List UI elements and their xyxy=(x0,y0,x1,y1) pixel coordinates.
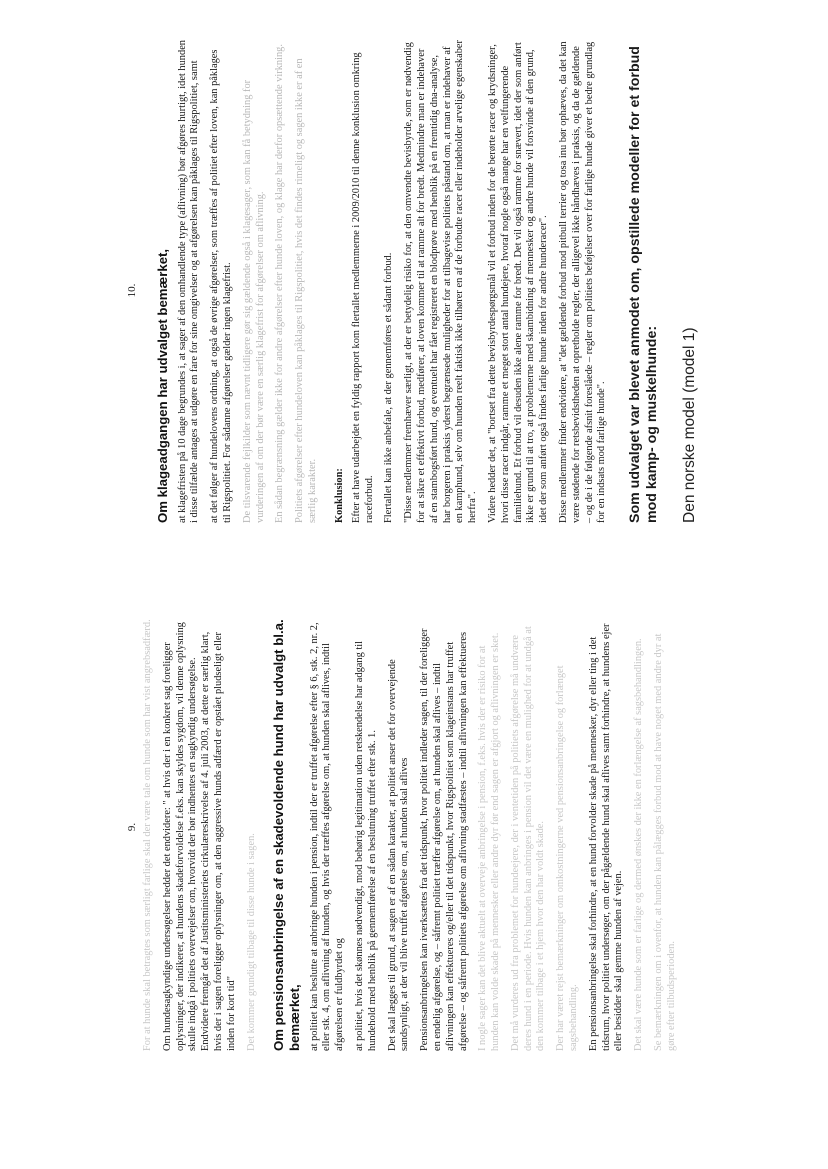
page-number: 10. xyxy=(126,283,138,298)
paragraph: Det skal lægges til grund, at sagen er af en sådan karakter, at politiet anser det for overvejende sandsynligt, at der vil blive truffet afgørelse om, at hunden skal aflives xyxy=(386,659,411,1051)
section-heading: Om klageadgangen har udvalget bemærket, xyxy=(155,248,170,523)
faded-paragraph: Se bemærkningen om i ovenfor, at hunden kan pålægges forbud mod at have noget med andre dyr at gøre efter tilbudsperioden. xyxy=(653,633,677,1051)
paragraph: at det følger af hundelovens ordning, at også de øvrige afgørelser, som træffes af politiet efter loven, kan påklages til Rigspolitiet. For sådanne afgørelser gælder ingen klagefrist. xyxy=(209,49,233,523)
paragraph: at politiet, hvis det skønnes nødvendigt, mod behørig legitimation uden retskendelse har adgang til hundehold med henblik på gennemførelse af en beslutning truffet efter stk. 1. xyxy=(353,640,378,1051)
conclusion-heading: Konklusion: xyxy=(333,468,345,523)
faded-paragraph: En sådan begrænsning gælder ikke for andre afgørelser efter hunde loven, og klage har derfor opsættende virkning. xyxy=(274,44,286,523)
paragraph: Disse medlemmer finder endvidere, at "det gældende forbud mod pitbull terrier og tosa inu bør ophæves, da det kan være stødende for retsbevidstheden at opretholde regler, der alligevel ikke håndhæves i praksis, og da de gældende – og de i de følgende afsnit foreslåede – regler om politiets beføjelser over for farlige hunde giver et bedre grundlag for en indsats mod farlige hunde". xyxy=(557,41,608,523)
page-9 xyxy=(0,585,828,1169)
page-number: 9. xyxy=(126,822,138,832)
faded-paragraph: For at hunde skal betragtes som særligt farlige skal der være tale om hunde som har vist angrebsadfærd. xyxy=(142,619,153,1051)
model-title: Den norske model (model 1) xyxy=(680,327,698,523)
paragraph: "Disse medlemmer fremhæver særligt, at der er betydelig risiko for, at den omvendte bevisbyrde, som er nødvendig for at sikre et effektivt forbud, medfører, at loven kommer til at ramme alt for bredt. Medmindre man er indehaver af en stambogsført hund, og eventuelt har fået registreret en blodprøve med henblik på en fremtidig dna-analyse, har borgeren i praksis yderst begrænsede muligheder for at tilbagevise politiets påstand om, at man er indehaver af en kamphund, selv om hunden reelt faktisk ikke tilhører en af de forbudte racer eller indeholder arvelige egenskaber herfra". xyxy=(403,40,479,523)
faded-paragraph: De tilsvarende fejlkilder som nævnt tidligere gør sig gældende også i klagesager, som kan få betydning for vurderingen af om der bør være en særlig klagefrist for afgørelser om aflivning. xyxy=(241,79,266,523)
faded-paragraph: I nogle sager kan det blive aktuelt at overveje anbringelse i pension, f.eks. hvis der er risiko for at hunden kan volde skade på mennesker eller andre dyr før end sagen er afgjort og aflivningen er sket. xyxy=(477,632,502,1051)
section-heading: Om pensionsanbringelse af en skadevoldende hund har udvalgt bl.a. bemærket, xyxy=(271,619,302,1051)
faded-paragraph: Det kommer grundigt tilbage til disse hunde i sagen. xyxy=(245,833,257,1051)
faded-paragraph: Der har været rejst bemærkninger om omkostningerne ved pensionsanbringelse og forlænget sagsbehandling. xyxy=(555,665,580,1051)
faded-paragraph: Det må vurderes ud fra problemet for hundeejere, der i ventetiden på politiets afgørelse må undvære deres hund i en periode. Hvis hunden kan anbringes i pension vil det være en mulighed for at undgå at den kommer tilbage i et hjem hvor den har voldt skade. xyxy=(509,626,547,1051)
paragraph: at klagefristen på 10 dage begrundes i, at sager af den omhandlende type (aflivning) bør afgøres hurtigt, idet hunden i disse tilfælde antages at udgøre en fare for sine omgivelser og at afgørelsen kan påklages til Rigspolitiet, samt xyxy=(176,39,201,523)
paragraph: at politiet kan beslutte at anbringe hunden i pension, indtil der er truffet afgørelse efter § 6, stk. 2, nr. 2, eller stk. 4, om aflivning af hunden, og hvis der træffes afgørelse om, at hunden skal aflives, indtil afgørelsen er fuldbyrdet og xyxy=(308,622,346,1051)
paragraph: Videre hedder det, at "bortset fra dette bevisbyrdespørgsmål vil et forbud inden for de berørte racer og krydsninger, hvori disse racer indgår, ramme et meget stort antal hundejere, hvoraf nogle også mange har en velfungerende familiehund. Et forbud vil desuden ikke alene ramme for bredt. Det vil også ramme for snævert, idet der som anført ikke er grund til at tro, at problemerne med skambidning af mennesker og andre hunde vil forsvinde af den grund, idet der som anført også findes farlige hunde inden for andre hunderacer". xyxy=(486,42,550,523)
paragraph: En pensionsanbringelse skal forhindre, at en hund forvolder skade på mennesker, dyr eller ting i det tidsrum, hvor politiet undersøger, om der pågældende hund skal aflives samt forhindre, at hundens ejer eller besidder skal gemme hunden af vejen. xyxy=(587,623,625,1051)
faded-paragraph: Det skal være hunde som er farlige og dermed ønskes der ikke en forlængelse af sagsbehandlingen. xyxy=(633,638,645,1051)
section-heading: Som udvalget var blevet anmodet om, opstillede modeller for et forbud mod kamp- og muskelhunde: xyxy=(627,46,660,523)
paragraph: Pensionsanbringelsen kan iværksættes fra det tidspunkt, hvor politiet indleder sagen, til der foreligger en endelig afgørelse, og – såfremt politiet træffer afgørelse om, at hunden skal aflives – indtil aflivningen kan effektueres og/eller til det tidspunkt, hvor Rigspolitiet som klageinstans har truffet afgørelse – og såfremt politiets afgørelse om aflivning stadfæstes – indtil aflivningen kan effektueres xyxy=(419,628,469,1051)
paragraph: Efter at have udarbejdet en fyldig rapport kom flertallet medlemmerne i 2009/2010 til denne konklusion omkring raceforbud. xyxy=(350,52,375,523)
paragraph: Om hundesagkyndige undersøgelser hedder det endvidere: " at hvis der i en konkret sag foreligger oplysninger, der indikerer, at hundens skadeforvoldelse f.eks. kan skyldes sygdom, vil denne oplysning skulle indgå i politiets overvejelser om, hvorvidt der bør indhentes en sagkyndig undersøgelse. Endvidere fremgår det af Justitsministeriets cirkulæreskrivelse af 4. juli 2003, at dette er særlig klart, hvis der i sagen foreligger oplysninger om, at den aggressive hunds adfærd er opstået pludseligt eller inden for kort tid" xyxy=(161,622,237,1051)
faded-paragraph: Politiets afgørelser efter hundeloven kan påklages til Rigspolitiet, hvis det findes rimeligt og sagen ikke er af en særlig karakter. xyxy=(294,58,318,523)
paragraph: Flertallet kan ikke anbefale, at der gennemføres et sådant forbud. xyxy=(383,252,395,523)
